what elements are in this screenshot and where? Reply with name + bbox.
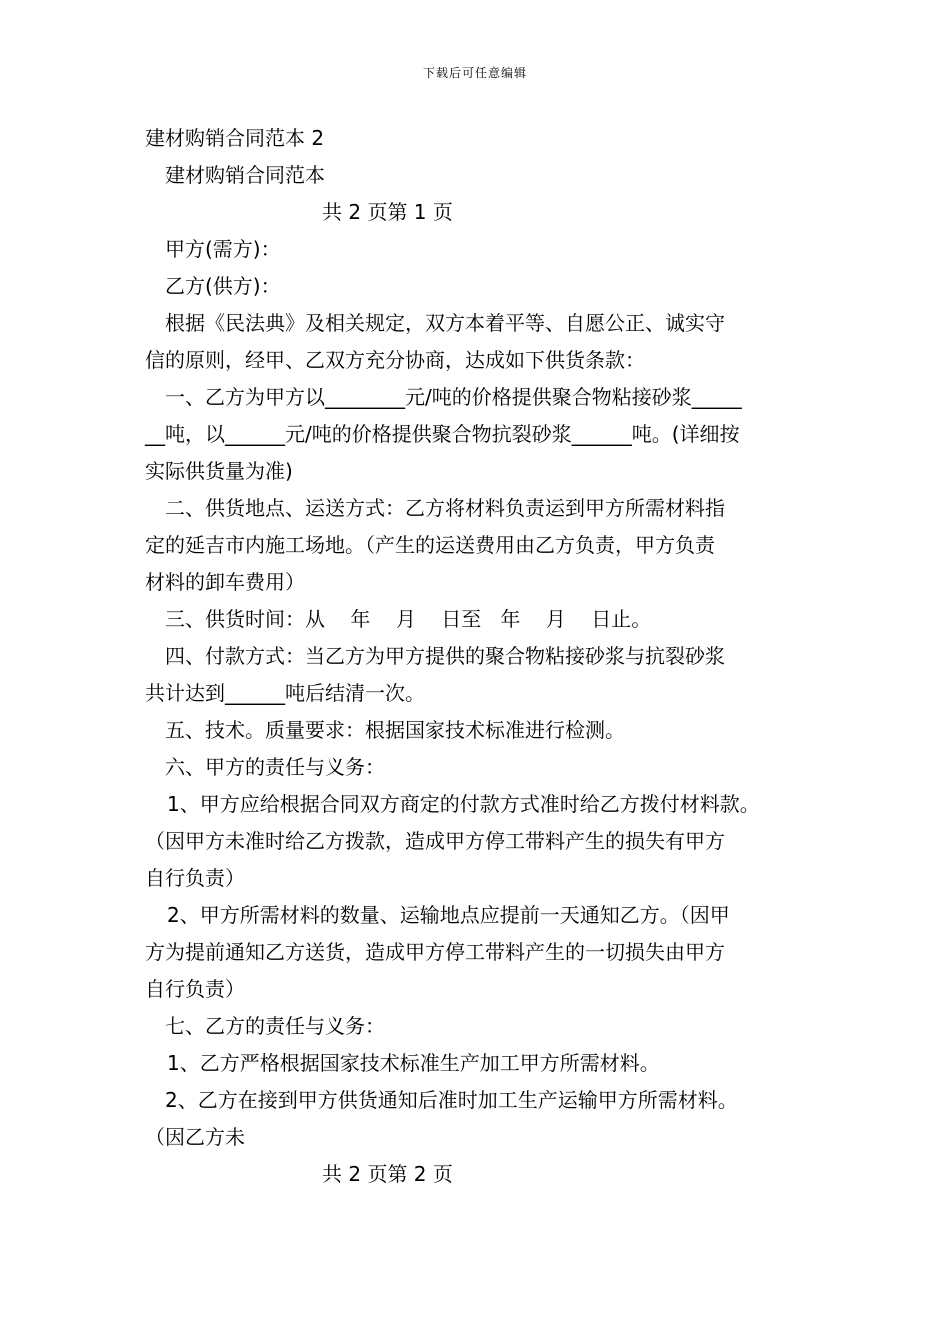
page-marker-1: 共 2 页第 1 页 — [322, 200, 453, 224]
clause-1-line-2: __吨，以______元/吨的价格提供聚合物抗裂砂浆______吨。(详细按 — [145, 422, 740, 446]
intro-line-1: 根据《民法典》及相关规定，双方本着平等、自愿公正、诚实守 — [165, 311, 725, 335]
clause-4-line-2: 共计达到______吨后结清一次。 — [145, 681, 425, 705]
clause-7-item-2-line-1: 2、乙方在接到甲方供货通知后准时加工生产运输甲方所需材料。 — [165, 1088, 738, 1112]
party-a-label: 甲方(需方)： — [165, 237, 281, 261]
contract-subtitle: 建材购销合同范本 — [165, 163, 325, 187]
clause-5: 五、技术。质量要求：根据国家技术标准进行检测。 — [165, 718, 625, 742]
clause-6-item-1-line-2: （因甲方未准时给乙方拨款，造成甲方停工带料产生的损失有甲方 — [145, 829, 725, 853]
clause-7-item-2-line-2: （因乙方未 — [145, 1125, 245, 1149]
clause-6-item-1-line-3: 自行负责） — [145, 866, 245, 890]
clause-4-line-1: 四、付款方式：当乙方为甲方提供的聚合物粘接砂浆与抗裂砂浆 — [165, 644, 725, 668]
clause-1-line-3: 实际供货量为准) — [145, 459, 293, 483]
clause-7-item-1: 1、乙方严格根据国家技术标准生产加工甲方所需材料。 — [167, 1051, 660, 1075]
page-header: 下载后可任意编辑 — [422, 66, 527, 80]
clause-7-heading: 七、乙方的责任与义务： — [165, 1014, 385, 1038]
page-marker-2: 共 2 页第 2 页 — [322, 1162, 453, 1186]
clause-6-item-2-line-1: 2、甲方所需材料的数量、运输地点应提前一天通知乙方。（因甲 — [167, 903, 730, 927]
clause-2-line-2: 定的延吉市内施工场地。（产生的运送费用由乙方负责，甲方负责 — [145, 533, 715, 557]
clause-2-line-1: 二、供货地点、运送方式：乙方将材料负责运到甲方所需材料指 — [165, 496, 725, 520]
document-title: 建材购销合同范本 2 — [145, 126, 325, 150]
clause-6-item-1-line-1: 1、甲方应给根据合同双方商定的付款方式准时给乙方拨付材料款。 — [167, 792, 760, 816]
clause-2-line-3: 材料的卸车费用） — [145, 570, 305, 594]
clause-6-item-2-line-2: 方为提前通知乙方送货，造成甲方停工带料产生的一切损失由甲方 — [145, 940, 725, 964]
clause-6-item-2-line-3: 自行负责） — [145, 977, 245, 1001]
party-b-label: 乙方(供方)： — [165, 274, 281, 298]
clause-6-heading: 六、甲方的责任与义务： — [165, 755, 385, 779]
clause-3: 三、供货时间：从 年 月 日至 年 月 日止。 — [165, 607, 652, 631]
clause-1-line-1: 一、乙方为甲方以________元/吨的价格提供聚合物粘接砂浆_____ — [165, 385, 742, 409]
document-body — [145, 120, 810, 1193]
intro-line-2: 信的原则，经甲、乙双方充分协商，达成如下供货条款： — [145, 348, 645, 372]
